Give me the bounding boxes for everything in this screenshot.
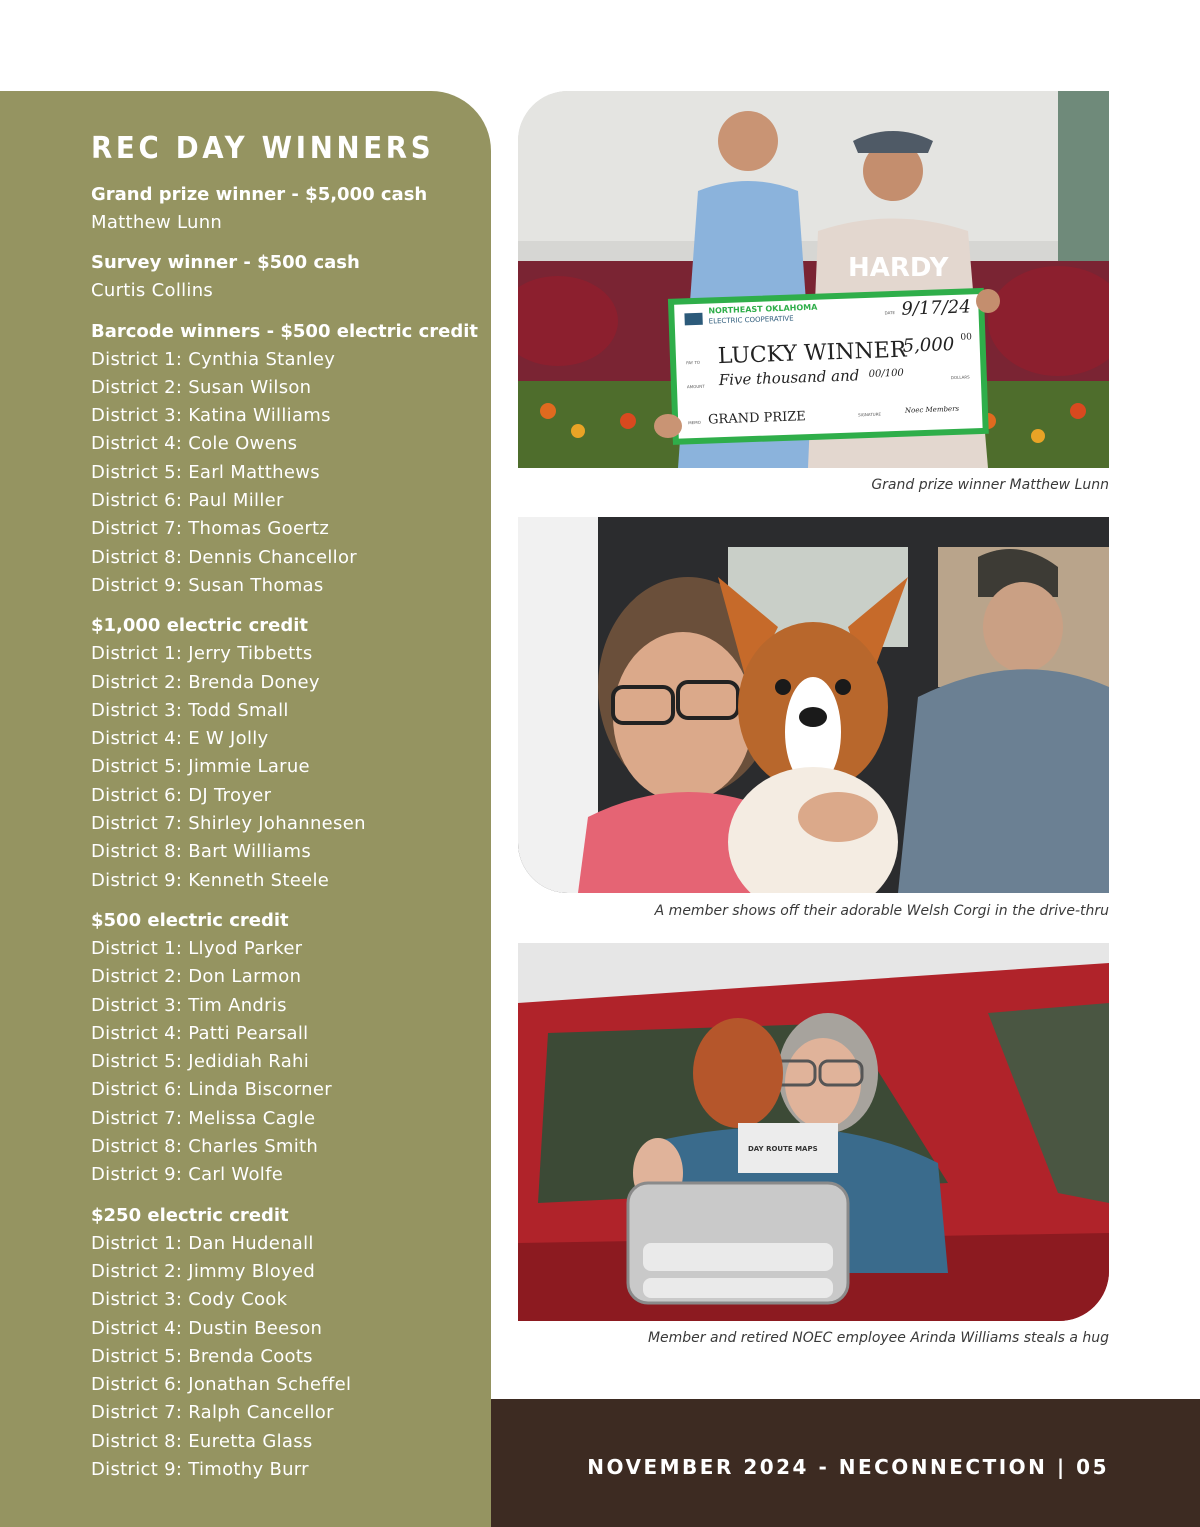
check-memo: GRAND PRIZE <box>707 409 807 428</box>
check-org-line2: ELECTRIC COOPERATIVE <box>708 314 794 326</box>
winner-section <box>91 612 481 895</box>
winner-entry: District 5: Brenda Coots <box>91 1345 313 1367</box>
check-signature: Noec Members <box>904 404 960 415</box>
winner-entry: District 8: Bart Williams <box>91 841 312 863</box>
check-dollars-label: DOLLARS <box>950 374 970 381</box>
winner-entry: District 1: Jerry Tibbetts <box>91 643 313 665</box>
check-date: 9/17/24 <box>901 296 972 320</box>
section-heading: Grand prize winner - $5,000 cash <box>91 184 428 205</box>
winner-entry: District 2: Jimmy Bloyed <box>91 1260 316 1282</box>
section-heading: Barcode winners - $500 electric credit <box>91 320 478 342</box>
winner-section <box>91 1202 481 1485</box>
section-heading: Survey winner - $500 cash <box>91 252 360 274</box>
check-amount: 5,000 <box>902 333 955 357</box>
winner-entry: Curtis Collins <box>91 280 214 302</box>
winner-entry: District 3: Tim Andris <box>91 994 287 1016</box>
winner-entry: District 5: Jimmie Larue <box>91 756 310 778</box>
winner-entry: District 1: Dan Hudenall <box>91 1232 314 1254</box>
winner-entry: District 9: Timothy Burr <box>91 1458 309 1480</box>
winner-section <box>91 249 481 305</box>
corgi-photo <box>518 517 1109 893</box>
photo-grand-prize <box>518 91 1109 468</box>
winner-entry: District 8: Euretta Glass <box>91 1430 313 1452</box>
winner-entry: District 5: Jedidiah Rahi <box>91 1051 310 1073</box>
winner-entry: Matthew Lunn <box>91 212 223 233</box>
photo-corgi <box>518 517 1109 893</box>
hug-photo <box>518 943 1109 1321</box>
section-heading: $500 electric credit <box>91 909 289 931</box>
check-amount-words: Five thousand and <box>718 366 860 390</box>
winner-entry: District 5: Earl Matthews <box>91 461 320 483</box>
shirt-text: HARDY <box>848 253 949 283</box>
winner-entry: District 1: Cynthia Stanley <box>91 348 336 370</box>
check-signature-label: SIGNATURE <box>857 411 882 418</box>
winner-entry: District 8: Charles Smith <box>91 1136 319 1158</box>
winner-section <box>91 318 481 601</box>
winner-entry: District 3: Katina Williams <box>91 405 331 427</box>
winner-entry: District 8: Dennis Chancellor <box>91 546 357 568</box>
winner-entry: District 1: Llyod Parker <box>91 937 303 959</box>
winner-entry: District 2: Susan Wilson <box>91 376 312 398</box>
check-amount-label: AMOUNT <box>686 383 705 390</box>
winner-entry: District 7: Ralph Cancellor <box>91 1402 334 1424</box>
section-heading: $1,000 electric credit <box>91 615 308 637</box>
winner-entry: District 7: Shirley Johannesen <box>91 813 366 835</box>
winner-entry: District 9: Kenneth Steele <box>91 869 330 891</box>
caption-corgi: A member shows off their adorable Welsh Corgi in the drive-thru <box>654 903 1109 919</box>
winner-entry: District 6: DJ Troyer <box>91 784 272 806</box>
winner-entry: District 6: Linda Biscorner <box>91 1079 332 1101</box>
winner-section <box>91 181 481 237</box>
winners-list <box>91 131 481 1496</box>
winner-entry: District 4: Dustin Beeson <box>91 1317 323 1339</box>
winner-entry: District 9: Carl Wolfe <box>91 1164 284 1186</box>
page-title: REC DAY WINNERS <box>91 131 435 166</box>
paper-text: DAY ROUTE MAPS <box>748 1145 818 1153</box>
winner-entry: District 3: Todd Small <box>91 699 289 721</box>
caption-grand-prize: Grand prize winner Matthew Lunn <box>871 477 1109 493</box>
check-date-label: DATE <box>884 309 896 316</box>
winner-entry: District 4: Patti Pearsall <box>91 1022 309 1044</box>
check-pay-to-label: PAY TO <box>686 359 701 366</box>
footer-text: NOVEMBER 2024 - NECONNECTION | 05 <box>587 1455 1109 1479</box>
check-payee: LUCKY WINNER <box>717 337 907 370</box>
winner-entry: District 3: Cody Cook <box>91 1289 288 1311</box>
caption-hug: Member and retired NOEC employee Arinda Williams steals a hug <box>647 1330 1109 1346</box>
winner-entry: District 6: Jonathan Scheffel <box>91 1374 352 1396</box>
section-heading: $250 electric credit <box>91 1204 289 1226</box>
photo-hug <box>518 943 1109 1321</box>
grand-prize-photo <box>518 91 1109 468</box>
winners-sidebar <box>0 91 491 1527</box>
check-amount-cents: 00 <box>960 332 973 343</box>
check-memo-label: MEMO <box>688 419 701 426</box>
winner-entry: District 4: E W Jolly <box>91 728 269 750</box>
winner-entry: District 9: Susan Thomas <box>91 574 324 596</box>
winner-sections <box>91 181 481 1484</box>
winner-entry: District 2: Don Larmon <box>91 966 302 988</box>
winner-section <box>91 907 481 1190</box>
check-org-line1: NORTHEAST OKLAHOMA <box>708 302 818 316</box>
winner-entry: District 6: Paul Miller <box>91 490 284 512</box>
winner-entry: District 7: Melissa Cagle <box>91 1107 316 1129</box>
winner-entry: District 2: Brenda Doney <box>91 671 320 693</box>
check-amount-fraction: 00/100 <box>868 367 905 380</box>
winner-entry: District 4: Cole Owens <box>91 433 298 455</box>
winner-entry: District 7: Thomas Goertz <box>91 518 330 540</box>
